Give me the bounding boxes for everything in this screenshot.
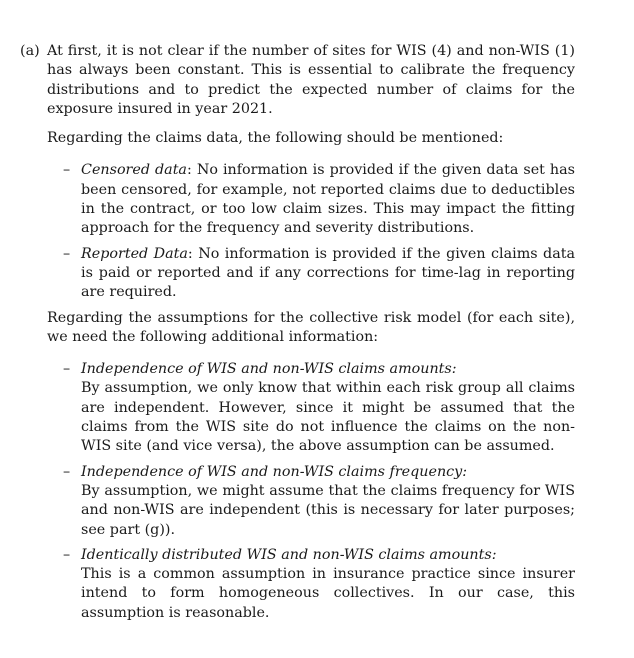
assumptions-heading: Regarding the assumptions for the collective risk model (for each site), we need the following additional information: — [47, 309, 575, 345]
list-dash: – — [63, 463, 71, 480]
list-dash: – — [63, 361, 71, 378]
list-item — [63, 546, 575, 623]
point-text: By assumption, we might assume that the claims frequency for WIS and non-WIS are independent (this is necessary for later purposes; see part (g)). — [81, 482, 575, 538]
list-item — [63, 245, 575, 303]
item-marker: (a) — [20, 43, 40, 59]
item-body — [47, 42, 575, 623]
point-text: No information is provided if the given claims data is paid or reported and if any corrections for time-lag in reporting are required. — [81, 245, 575, 301]
list-dash: – — [63, 162, 71, 179]
point-title: Identically distributed WIS and non-WIS claims amounts: — [81, 546, 497, 563]
point-colon: : — [187, 245, 193, 262]
claims-heading: Regarding the claims data, the following should be mentioned: — [47, 130, 504, 147]
intro-paragraph: At first, it is not clear if the number of sites for WIS (4) and non-WIS (1) has always been constant. This is essential to calibrate the frequency distributions and to predict the expected number of claims for the exposure insured in year 2021. — [47, 43, 575, 117]
point-title: Independence of WIS and non-WIS claims amounts: — [81, 361, 457, 378]
claims-data-list — [47, 161, 575, 302]
list-dash: – — [63, 245, 71, 262]
list-dash: – — [63, 546, 71, 563]
point-text: This is a common assumption in insurance practice since insurer intend to form homogeneous collectives. In our case, this assumption is reasonable. — [81, 566, 575, 621]
answer-item-a — [20, 42, 580, 629]
list-item — [63, 360, 575, 456]
point-text: By assumption, we only know that within each risk group all claims are independent. However, since it might be assumed that the claims from the WIS site do not influence the claims on the non-WIS site (and vice versa), the above assumption can be assumed. — [81, 380, 575, 455]
point-title: Censored data — [81, 162, 187, 179]
list-item — [63, 463, 575, 540]
assumptions-list — [47, 360, 575, 623]
point-title: Reported Data — [81, 245, 188, 262]
point-colon: : — [186, 162, 192, 179]
point-text: No information is provided if the given data set has been censored, for example, not reported claims due to deductibles in the contract, or too low claim sizes. This may impact the fitting approach for the frequency and severity distributions. — [81, 162, 575, 237]
list-item — [63, 161, 575, 238]
point-title: Independence of WIS and non-WIS claims frequency: — [81, 463, 468, 480]
